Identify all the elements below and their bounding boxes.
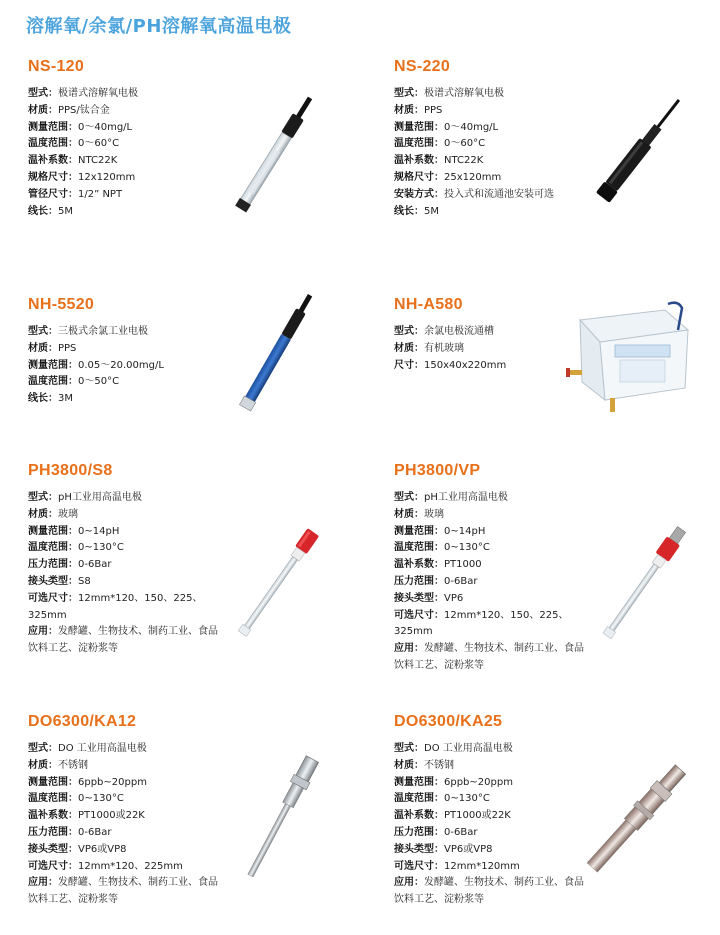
spec-separator: ： (434, 559, 444, 571)
spec-value: 有机玻璃 (424, 342, 464, 354)
spec-separator: ： (68, 542, 78, 554)
probe-do6300ka25-image (575, 760, 695, 880)
spec-key: 测量范围 (28, 121, 68, 133)
spec-separator: ： (68, 826, 78, 838)
spec-separator: ： (414, 326, 424, 337)
spec-key: 安装方式 (394, 188, 434, 200)
spec-key: 温度范围 (394, 138, 434, 150)
probe-nh5520-image (215, 292, 335, 422)
spec-key: 管径尺寸 (28, 188, 68, 200)
spec-separator: ： (48, 759, 58, 771)
spec-separator: ： (414, 104, 424, 116)
spec-value: NTC22K (78, 155, 118, 167)
spec-key: 材质 (394, 508, 414, 520)
spec-row (28, 391, 218, 408)
spec-row (394, 641, 584, 675)
spec-key: 温补系数 (28, 155, 68, 167)
spec-value: 三极式余氯工业电极 (58, 326, 148, 337)
spec-key: 规格尺寸 (28, 171, 68, 183)
spec-value: 极谱式溶解氧电极 (424, 88, 504, 99)
spec-separator: ： (434, 860, 444, 872)
spec-value: 0-6Bar (444, 575, 478, 587)
spec-separator: ： (434, 826, 444, 838)
spec-key: 温度范围 (28, 376, 68, 388)
spec-separator: ： (68, 376, 78, 388)
spec-key: 可选尺寸 (394, 860, 434, 872)
spec-list (394, 86, 584, 220)
spec-row (28, 775, 218, 792)
spec-row (394, 591, 584, 608)
spec-value: 150x40x220mm (424, 359, 507, 371)
spec-row (28, 187, 218, 204)
spec-key: 应用 (394, 877, 414, 889)
spec-row (28, 791, 218, 808)
spec-value: 不锈钢 (58, 759, 88, 771)
spec-key: 温度范围 (28, 138, 68, 150)
spec-row (394, 204, 584, 221)
spec-row (394, 187, 584, 204)
spec-row (28, 524, 218, 541)
spec-separator: ： (414, 643, 424, 655)
spec-separator: ： (434, 793, 444, 805)
model-name: DO6300/KA12 (28, 713, 137, 730)
spec-value: 0~14pH (444, 525, 486, 537)
spec-key: 型式 (28, 492, 48, 503)
spec-row (394, 153, 584, 170)
spec-separator: ： (434, 121, 444, 133)
spec-value: 不锈钢 (424, 759, 454, 771)
spec-key: 接头类型 (28, 575, 68, 587)
model-name: DO6300/KA25 (394, 713, 503, 730)
spec-separator: ： (434, 171, 444, 183)
spec-key: 材质 (394, 342, 414, 354)
spec-key: 温度范围 (28, 542, 68, 554)
spec-separator: ： (434, 810, 444, 822)
spec-row (394, 808, 584, 825)
spec-row (28, 374, 218, 391)
spec-key: 可选尺寸 (394, 609, 434, 621)
spec-key: 接头类型 (394, 592, 434, 604)
spec-list (28, 490, 218, 658)
spec-value: 12x120mm (78, 171, 136, 183)
spec-row (28, 591, 218, 625)
spec-separator: ： (48, 342, 58, 354)
spec-row (394, 490, 584, 507)
spec-row (394, 324, 584, 341)
spec-row (394, 103, 584, 120)
spec-separator: ： (434, 776, 444, 788)
spec-value: PPS/钛合金 (58, 104, 110, 116)
spec-row (28, 842, 218, 859)
spec-row (394, 557, 584, 574)
spec-value: pH工业用高温电极 (58, 492, 142, 503)
spec-separator: ： (434, 843, 444, 855)
spec-value: 0～60°C (444, 138, 486, 150)
spec-key: 测量范围 (28, 525, 68, 537)
spec-value: 6ppb~20ppm (444, 776, 513, 788)
spec-key: 型式 (28, 743, 48, 754)
spec-list (28, 324, 218, 408)
spec-key: 测量范围 (394, 525, 434, 537)
spec-key: 尺寸 (394, 359, 414, 371)
spec-key: 温度范围 (394, 793, 434, 805)
spec-key: 压力范围 (394, 575, 434, 587)
spec-value: 0~130°C (78, 793, 124, 805)
spec-key: 材质 (394, 104, 414, 116)
spec-separator: ： (414, 88, 424, 99)
spec-key: 材质 (28, 759, 48, 771)
spec-row (394, 574, 584, 591)
spec-value: 发酵罐、生物技术、制药工业、食品饮料工艺、淀粉浆等 (28, 877, 218, 906)
model-name: PH3800/S8 (28, 462, 113, 479)
spec-row (28, 758, 218, 775)
spec-key: 压力范围 (28, 559, 68, 571)
spec-row (394, 170, 584, 187)
spec-list (28, 86, 218, 220)
spec-key: 可选尺寸 (28, 860, 68, 872)
spec-row (394, 341, 584, 358)
spec-value: VP6或VP8 (78, 843, 127, 855)
spec-key: 应用 (28, 877, 48, 889)
spec-separator: ： (414, 508, 424, 520)
spec-value: 0-6Bar (444, 826, 478, 838)
probe-ns220-image (575, 95, 695, 220)
spec-row (28, 153, 218, 170)
spec-value: 0～40mg/L (444, 121, 499, 133)
spec-list (394, 324, 584, 374)
spec-separator: ： (434, 155, 444, 167)
spec-value: PPS (424, 104, 443, 116)
spec-value: 余氯电极流通槽 (424, 326, 494, 337)
spec-key: 型式 (394, 743, 414, 754)
model-name: NH-A580 (394, 296, 463, 313)
spec-row (394, 540, 584, 557)
spec-key: 温度范围 (28, 793, 68, 805)
spec-value: 3M (58, 393, 73, 405)
spec-value: 1/2” NPT (78, 188, 123, 200)
spec-list (28, 741, 218, 909)
spec-row (394, 136, 584, 153)
spec-key: 材质 (28, 508, 48, 520)
spec-separator: ： (68, 138, 78, 150)
spec-row (28, 341, 218, 358)
spec-row (28, 741, 218, 758)
spec-separator: ： (434, 525, 444, 537)
spec-key: 线长 (394, 205, 414, 217)
model-name: NS-220 (394, 58, 451, 75)
model-name: PH3800/VP (394, 462, 481, 479)
spec-list (394, 490, 584, 675)
spec-value: 5M (58, 205, 73, 217)
spec-row (394, 859, 584, 876)
spec-row (394, 86, 584, 103)
spec-list (394, 741, 584, 909)
spec-separator: ： (48, 393, 58, 405)
spec-separator: ： (434, 592, 444, 604)
spec-row (394, 842, 584, 859)
spec-value: DO 工业用高温电极 (424, 743, 513, 754)
spec-value: 0-6Bar (78, 826, 112, 838)
spec-separator: ： (68, 843, 78, 855)
probe-do6300ka12-image (225, 755, 335, 885)
spec-value: VP6或VP8 (444, 843, 493, 855)
spec-separator: ： (68, 860, 78, 872)
spec-value: VP6 (444, 592, 464, 604)
spec-value: 0~130°C (444, 542, 490, 554)
spec-separator: ： (68, 575, 78, 587)
spec-row (28, 859, 218, 876)
spec-value: NTC22K (444, 155, 484, 167)
spec-separator: ： (434, 138, 444, 150)
spec-value: 12mm*120、150、225、325mm (394, 609, 569, 638)
spec-value: 6ppb~20ppm (78, 776, 147, 788)
spec-value: PPS (58, 342, 77, 354)
spec-value: pH工业用高温电极 (424, 492, 508, 503)
spec-separator: ： (68, 121, 78, 133)
spec-key: 线长 (28, 205, 48, 217)
spec-row (28, 120, 218, 137)
spec-separator: ： (414, 743, 424, 754)
spec-key: 型式 (28, 326, 48, 337)
spec-value: 0～60°C (78, 138, 120, 150)
spec-row (394, 524, 584, 541)
spec-key: 测量范围 (28, 776, 68, 788)
spec-value: S8 (78, 575, 91, 587)
spec-value: DO 工业用高温电极 (58, 743, 147, 754)
spec-separator: ： (434, 542, 444, 554)
spec-separator: ： (434, 188, 444, 200)
spec-value: PT1000或22K (444, 810, 511, 822)
spec-separator: ： (414, 359, 424, 371)
spec-key: 测量范围 (394, 776, 434, 788)
spec-value: 发酵罐、生物技术、制药工业、食品饮料工艺、淀粉浆等 (394, 877, 584, 906)
spec-separator: ： (48, 877, 58, 889)
spec-row (28, 490, 218, 507)
spec-row (28, 875, 218, 909)
spec-key: 材质 (28, 104, 48, 116)
spec-key: 接头类型 (394, 843, 434, 855)
spec-separator: ： (414, 205, 424, 217)
spec-separator: ： (48, 326, 58, 337)
spec-key: 应用 (394, 643, 414, 655)
spec-value: 极谱式溶解氧电极 (58, 88, 138, 99)
spec-separator: ： (414, 759, 424, 771)
spec-separator: ： (68, 776, 78, 788)
spec-key: 材质 (28, 342, 48, 354)
spec-value: 12mm*120mm (444, 860, 520, 872)
spec-row (28, 136, 218, 153)
spec-row (394, 358, 584, 375)
spec-value: 0~130°C (444, 793, 490, 805)
probe-ph3800vp-image (580, 520, 700, 655)
spec-key: 型式 (394, 492, 414, 503)
spec-key: 温补系数 (394, 155, 434, 167)
spec-value: 0.05～20.00mg/L (78, 359, 164, 371)
spec-row (394, 758, 584, 775)
spec-separator: ： (68, 359, 78, 371)
spec-separator: ： (68, 155, 78, 167)
spec-key: 应用 (28, 626, 48, 638)
spec-separator: ： (434, 609, 444, 621)
spec-separator: ： (48, 508, 58, 520)
spec-value: 12mm*120、150、225、325mm (28, 592, 203, 621)
spec-separator: ： (48, 88, 58, 99)
spec-separator: ： (68, 171, 78, 183)
spec-key: 型式 (28, 88, 48, 99)
spec-separator: ： (68, 793, 78, 805)
spec-row (394, 791, 584, 808)
spec-row (394, 120, 584, 137)
spec-row (28, 825, 218, 842)
spec-separator: ： (48, 492, 58, 503)
spec-separator: ： (48, 743, 58, 754)
spec-separator: ： (68, 592, 78, 604)
spec-separator: ： (414, 492, 424, 503)
spec-key: 温补系数 (394, 810, 434, 822)
spec-key: 压力范围 (394, 826, 434, 838)
spec-row (394, 741, 584, 758)
spec-key: 接头类型 (28, 843, 68, 855)
spec-key: 规格尺寸 (394, 171, 434, 183)
spec-value: 12mm*120、225mm (78, 860, 183, 872)
spec-value: 玻璃 (58, 508, 78, 520)
spec-row (28, 574, 218, 591)
spec-row (28, 170, 218, 187)
spec-row (28, 358, 218, 375)
spec-separator: ： (68, 525, 78, 537)
spec-separator: ： (48, 205, 58, 217)
spec-separator: ： (48, 104, 58, 116)
spec-value: 0～50°C (78, 376, 120, 388)
probe-ph3800s8-image (215, 520, 335, 655)
spec-key: 型式 (394, 326, 414, 337)
spec-row (28, 324, 218, 341)
spec-value: 0-6Bar (78, 559, 112, 571)
spec-row (28, 86, 218, 103)
spec-separator: ： (68, 188, 78, 200)
spec-row (28, 808, 218, 825)
spec-value: 25x120mm (444, 171, 502, 183)
spec-row (28, 507, 218, 524)
spec-value: 投入式和流通池安装可选 (444, 188, 554, 200)
spec-key: 测量范围 (28, 359, 68, 371)
spec-separator: ： (48, 626, 58, 638)
spec-row (28, 103, 218, 120)
page-title: 溶解氧/余氯/PH溶解氧高温电极 (26, 16, 292, 37)
spec-row (394, 875, 584, 909)
spec-key: 材质 (394, 759, 414, 771)
spec-value: PT1000 (444, 559, 482, 571)
spec-key: 可选尺寸 (28, 592, 68, 604)
spec-separator: ： (414, 342, 424, 354)
probe-ns120-image (215, 90, 335, 220)
spec-row (28, 557, 218, 574)
spec-key: 温补系数 (394, 559, 434, 571)
spec-key: 温度范围 (394, 542, 434, 554)
spec-value: 发酵罐、生物技术、制药工业、食品饮料工艺、淀粉浆等 (394, 643, 584, 671)
spec-value: PT1000或22K (78, 810, 145, 822)
spec-key: 型式 (394, 88, 414, 99)
spec-separator: ： (68, 559, 78, 571)
spec-value: 0~130°C (78, 542, 124, 554)
spec-row (394, 825, 584, 842)
spec-separator: ： (434, 575, 444, 587)
spec-separator: ： (68, 810, 78, 822)
spec-row (394, 507, 584, 524)
model-name: NS-120 (28, 58, 85, 75)
spec-value: 发酵罐、生物技术、制药工业、食品饮料工艺、淀粉浆等 (28, 626, 218, 655)
spec-row (394, 608, 584, 642)
flowcell-nha580-image (560, 300, 700, 418)
spec-key: 测量范围 (394, 121, 434, 133)
spec-row (28, 624, 218, 658)
spec-key: 压力范围 (28, 826, 68, 838)
spec-value: 玻璃 (424, 508, 444, 520)
spec-value: 0～40mg/L (78, 121, 133, 133)
spec-row (28, 204, 218, 221)
spec-key: 线长 (28, 393, 48, 405)
spec-row (28, 540, 218, 557)
spec-key: 温补系数 (28, 810, 68, 822)
model-name: NH-5520 (28, 296, 95, 313)
spec-row (394, 775, 584, 792)
spec-value: 0~14pH (78, 525, 120, 537)
spec-value: 5M (424, 205, 439, 217)
spec-separator: ： (414, 877, 424, 889)
